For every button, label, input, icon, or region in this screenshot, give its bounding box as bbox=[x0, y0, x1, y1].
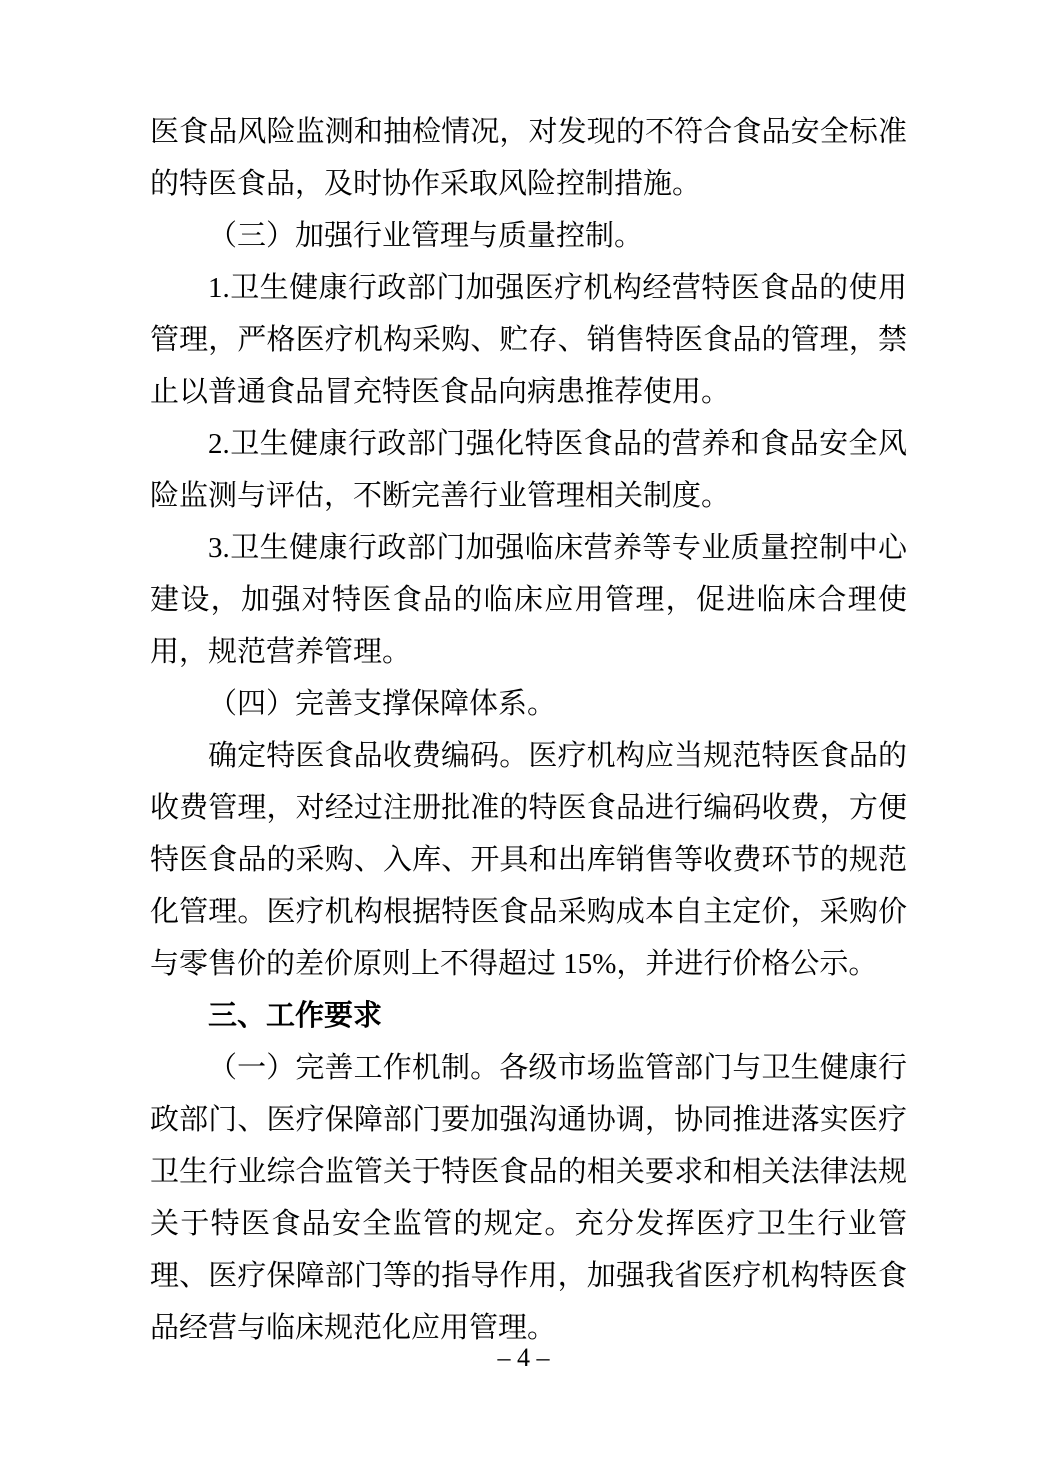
paragraph-item-3: 3.卫生健康行政部门加强临床营养等专业质量控制中心建设，加强对特医食品的临床应用管理，促进临床合理使用，规范营养管理。 bbox=[150, 532, 907, 668]
section-heading-3: （三）加强行业管理与质量控制。 bbox=[208, 220, 644, 252]
chapter-heading-work-requirements: 三、工作要求 bbox=[208, 1000, 383, 1032]
paragraph-item-1: 1.卫生健康行政部门加强医疗机构经营特医食品的使用管理，严格医疗机构采购、贮存、销售特医食品的管理，禁止以普通食品冒充特医食品向病患推荐使用。 bbox=[150, 272, 907, 408]
paragraph-fee-coding: 确定特医食品收费编码。医疗机构应当规范特医食品的收费管理，对经过注册批准的特医食品进行编码收费，方便特医食品的采购、入库、开具和出库销售等收费环节的规范化管理。医疗机构根据特医食品采购成本自主定价，采购价与零售价的差价原则上不得超过 15%，并进行价格公示。 bbox=[150, 740, 907, 980]
section-heading-4: （四）完善支撑保障体系。 bbox=[208, 688, 557, 720]
paragraph-work-mechanism: （一）完善工作机制。各级市场监管部门与卫生健康行政部门、医疗保障部门要加强沟通协调，协同推进落实医疗卫生行业综合监管关于特医食品的相关要求和相关法律法规关于特医食品安全监管的规定。充分发挥医疗卫生行业管理、医疗保障部门等的指导作用，加强我省医疗机构特医食品经营与临床规范化应用管理。 bbox=[150, 1052, 907, 1344]
paragraph-continuation: 医食品风险监测和抽检情况，对发现的不符合食品安全标准的特医食品，及时协作采取风险控制措施。 bbox=[150, 116, 907, 200]
paragraph-item-2: 2.卫生健康行政部门强化特医食品的营养和食品安全风险监测与评估，不断完善行业管理相关制度。 bbox=[150, 428, 907, 512]
document-body bbox=[150, 106, 907, 1354]
page-number: – 4 – bbox=[497, 1343, 550, 1372]
